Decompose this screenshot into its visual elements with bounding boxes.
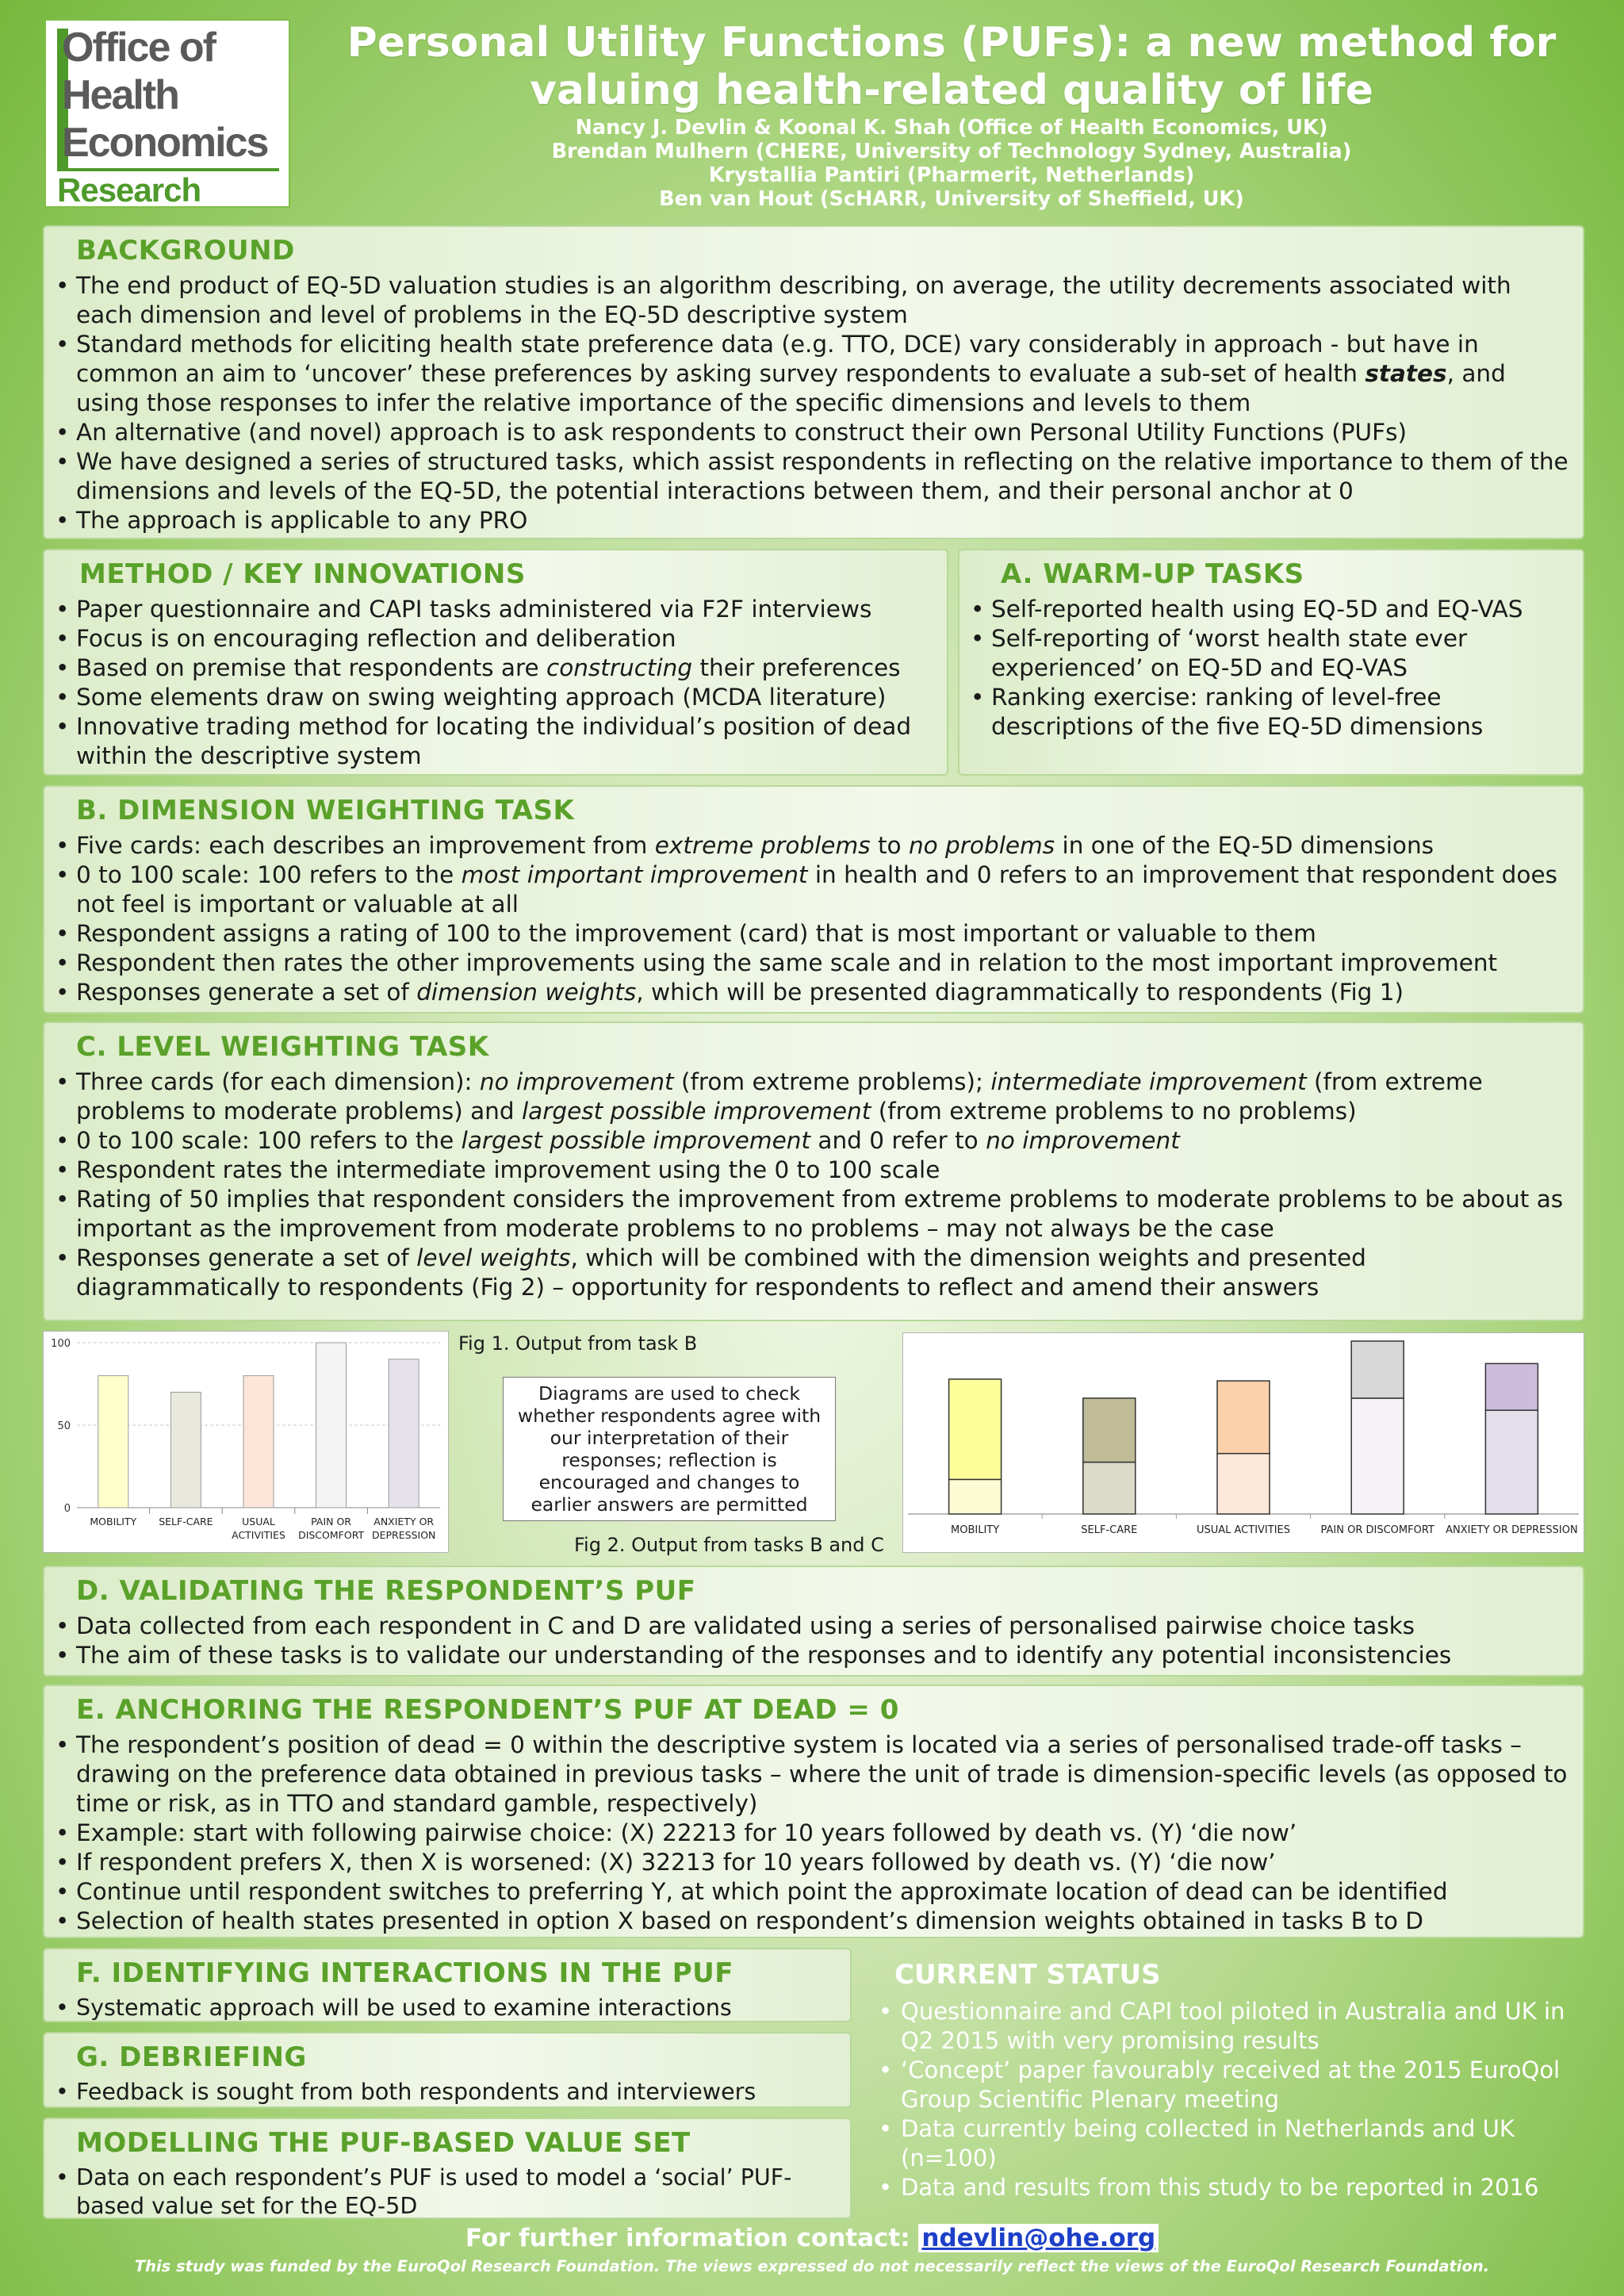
debriefing-heading: G. DEBRIEFING bbox=[76, 2041, 307, 2073]
background-heading: BACKGROUND bbox=[76, 235, 295, 266]
bullet: • Rating of 50 implies that respondent considers the improvement from extreme problems to moderate problems to be about as important as the improvement from moderate problems to no problems – may not always be the case bbox=[52, 1185, 1568, 1244]
bullet: • If respondent prefers X, then X is worsened: (X) 32213 for 10 years followed by death vs. (Y) ‘die now’ bbox=[52, 1848, 1568, 1877]
bar bbox=[243, 1376, 274, 1508]
x-tick-label: ANXIETY OR DEPRESSION bbox=[1446, 1524, 1578, 1536]
bullet: • 0 to 100 scale: 100 refers to the most important improvement in health and 0 refers to an improvement that respondent does not feel is important or valuable at all bbox=[52, 861, 1568, 919]
warmup-section bbox=[958, 549, 1584, 776]
current-status-section bbox=[872, 1959, 1602, 2202]
interactions-heading: F. IDENTIFYING INTERACTIONS IN THE PUF bbox=[76, 1957, 733, 1989]
background-section bbox=[43, 225, 1584, 539]
method-section bbox=[43, 549, 948, 776]
fig1-chart bbox=[43, 1331, 449, 1553]
bullet: • The respondent’s position of dead = 0 within the descriptive system is located via a series of personalised trade-off tasks – drawing on the preference data obtained in previous tasks – where the unit of trade is dimension-specific levels (as opposed to time or risk, as in TTO and standard gamble, respectively) bbox=[52, 1731, 1568, 1819]
bullet: • Focus is on encouraging reflection and deliberation bbox=[52, 624, 933, 654]
bullet: • 0 to 100 scale: 100 refers to the largest possible improvement and 0 refer to no improvement bbox=[52, 1126, 1568, 1156]
bullet: • The approach is applicable to any PRO bbox=[52, 506, 1568, 535]
logo-line-2: Health bbox=[62, 72, 178, 118]
x-tick-label: USUAL ACTIVITIES bbox=[1196, 1524, 1291, 1536]
status-heading: CURRENT STATUS bbox=[894, 1959, 1161, 1991]
fig1-caption: Fig 1. Output from task B bbox=[458, 1332, 698, 1355]
fig2-chart bbox=[902, 1332, 1584, 1553]
bar-segment bbox=[949, 1479, 1002, 1514]
bar-segment bbox=[949, 1379, 1002, 1479]
interactions-section bbox=[43, 1948, 852, 2022]
x-tick-label: PAIN OR bbox=[311, 1516, 352, 1527]
logo-research: Research bbox=[57, 171, 201, 209]
modelling-section bbox=[43, 2118, 852, 2219]
bar-segment bbox=[1485, 1363, 1538, 1410]
validating-section bbox=[43, 1566, 1584, 1677]
bar-segment bbox=[1217, 1381, 1270, 1454]
y-tick-label: 100 bbox=[51, 1338, 71, 1350]
x-tick-label: MOBILITY bbox=[951, 1524, 1000, 1536]
bullet: • Paper questionnaire and CAPI tasks administered via F2F interviews bbox=[52, 595, 933, 624]
contact-line bbox=[0, 2224, 1624, 2252]
x-tick-label: ACTIVITIES bbox=[232, 1529, 285, 1541]
level-weighting-section bbox=[43, 1022, 1584, 1321]
dimension-heading: B. DIMENSION WEIGHTING TASK bbox=[76, 795, 575, 826]
bullet: • Some elements draw on swing weighting approach (MCDA literature) bbox=[52, 683, 933, 712]
dimension-weighting-section bbox=[43, 785, 1584, 1014]
method-heading: METHOD / KEY INNOVATIONS bbox=[79, 558, 526, 590]
modelling-heading: MODELLING THE PUF-BASED VALUE SET bbox=[76, 2127, 691, 2159]
bullet: • Responses generate a set of level weights, which will be combined with the dimension weights and presented diagrammatically to respondents (Fig 2) – opportunity for respondents to reflect and amend their answers bbox=[52, 1244, 1568, 1302]
bullet: • Innovative trading method for locating the individual’s position of dead within the descriptive system bbox=[52, 712, 933, 771]
contact-label: For further information contact: bbox=[465, 2224, 919, 2252]
bullet: • Self-reporting of ‘worst health state ever experienced’ on EQ-5D and EQ-VAS bbox=[967, 624, 1568, 683]
fig1-svg bbox=[44, 1332, 448, 1552]
logo-line-3: Economics bbox=[62, 120, 268, 166]
bullet: • We have designed a series of structured tasks, which assist respondents in reflecting on the relative importance to them of the dimensions and levels of the EQ-5D, the potential interactions between them, and their personal anchor at 0 bbox=[52, 447, 1568, 506]
fig2-svg bbox=[903, 1333, 1584, 1552]
bullet: • Systematic approach will be used to examine interactions bbox=[52, 1994, 836, 2022]
ohe-logo bbox=[44, 19, 290, 208]
bullet: • Respondent assigns a rating of 100 to the improvement (card) that is most important or valuable to them bbox=[52, 919, 1568, 949]
author-line: Krystallia Pantiri (Pharmerit, Netherlands) bbox=[708, 163, 1195, 187]
bar-segment bbox=[1351, 1398, 1404, 1514]
bar bbox=[170, 1392, 201, 1508]
anchoring-section bbox=[43, 1685, 1584, 1938]
bullet: • Standard methods for eliciting health state preference data (e.g. TTO, DCE) vary considerably in approach - but have in common an aim to ‘uncover’ these preferences by asking survey respondents to evaluate a sub-set of health states, and using those responses to infer the relative importance of the specific dimensions and levels to them bbox=[52, 330, 1568, 418]
x-tick-label: SELF-CARE bbox=[1081, 1524, 1138, 1536]
bar-segment bbox=[1485, 1410, 1538, 1514]
x-tick-label: USUAL bbox=[242, 1516, 275, 1527]
x-tick-label: PAIN OR DISCOMFORT bbox=[1320, 1524, 1434, 1536]
author-line: Brendan Mulhern (CHERE, University of Technology Sydney, Australia) bbox=[551, 140, 1352, 163]
bullet: • An alternative (and novel) approach is to ask respondents to construct their own Personal Utility Functions (PUFs) bbox=[52, 418, 1568, 447]
bullet: • Ranking exercise: ranking of level-free descriptions of the five EQ-5D dimensions bbox=[967, 683, 1568, 742]
bar-segment bbox=[1083, 1462, 1136, 1514]
poster-header bbox=[301, 19, 1602, 211]
bullet: • Based on premise that respondents are constructing their preferences bbox=[52, 654, 933, 683]
bullet: • Feedback is sought from both respondents and interviewers bbox=[52, 2078, 836, 2106]
debriefing-section bbox=[43, 2032, 852, 2108]
warmup-heading: A. WARM-UP TASKS bbox=[1001, 558, 1304, 590]
bullet: • ‘Concept’ paper favourably received at the 2015 EuroQol Group Scientific Plenary meeting bbox=[872, 2056, 1602, 2114]
bullet: • Data on each respondent’s PUF is used to model a ‘social’ PUF-based value set for the EQ-5D bbox=[52, 2164, 836, 2221]
bullet: • Three cards (for each dimension): no improvement (from extreme problems); intermediate improvement (from extreme problems to moderate problems) and largest possible improvement (from extreme problems to no problems) bbox=[52, 1068, 1568, 1126]
y-tick-label: 50 bbox=[57, 1420, 71, 1432]
fig2-caption: Fig 2. Output from tasks B and C bbox=[574, 1534, 884, 1556]
bullet: • The aim of these tasks is to validate our understanding of the responses and to identify any potential inconsistencies bbox=[52, 1641, 1568, 1670]
x-tick-label: MOBILITY bbox=[90, 1516, 137, 1527]
bullet: • Data and results from this study to be reported in 2016 bbox=[872, 2173, 1602, 2202]
bar bbox=[98, 1376, 128, 1508]
bar-segment bbox=[1083, 1398, 1136, 1462]
bullet: • Responses generate a set of dimension weights, which will be presented diagrammatically to respondents (Fig 1) bbox=[52, 978, 1568, 1007]
bullet: • Example: start with following pairwise choice: (X) 22213 for 10 years followed by death vs. (Y) ‘die now’ bbox=[52, 1819, 1568, 1848]
bullet: • Data collected from each respondent in C and D are validated using a series of personalised pairwise choice tasks bbox=[52, 1612, 1568, 1641]
bullet: • Selection of health states presented in option X based on respondent’s dimension weights obtained in tasks B to D bbox=[52, 1907, 1568, 1936]
bullet: • Respondent rates the intermediate improvement using the 0 to 100 scale bbox=[52, 1156, 1568, 1185]
level-heading: C. LEVEL WEIGHTING TASK bbox=[76, 1031, 489, 1063]
bullet: • Self-reported health using EQ-5D and EQ-VAS bbox=[967, 595, 1568, 624]
bullet: • Respondent then rates the other improvements using the same scale and in relation to the most important improvement bbox=[52, 949, 1568, 978]
bullet: • Continue until respondent switches to preferring Y, at which point the approximate location of dead can be identified bbox=[52, 1877, 1568, 1907]
logo-line-1: Office of bbox=[62, 25, 215, 71]
bullet: • Five cards: each describes an improvement from extreme problems to no problems in one of the EQ-5D dimensions bbox=[52, 831, 1568, 861]
bar-segment bbox=[1217, 1454, 1270, 1514]
poster-title-line-2: valuing health-related quality of life bbox=[530, 67, 1373, 114]
bullet: • The end product of EQ-5D valuation studies is an algorithm describing, on average, the utility decrements associated with each dimension and level of problems in the EQ-5D descriptive system bbox=[52, 271, 1568, 330]
x-tick-label: DISCOMFORT bbox=[298, 1529, 365, 1541]
x-tick-label: DEPRESSION bbox=[372, 1529, 436, 1541]
bullet: • Questionnaire and CAPI tool piloted in Australia and UK in Q2 2015 with very promising results bbox=[872, 1997, 1602, 2056]
bar-segment bbox=[1351, 1341, 1404, 1398]
contact-email-link[interactable]: ndevlin@ohe.org bbox=[918, 2224, 1159, 2252]
poster-title-line-1: Personal Utility Functions (PUFs): a new method for bbox=[347, 19, 1557, 67]
y-tick-label: 0 bbox=[63, 1503, 71, 1515]
funding-disclaimer: This study was funded by the EuroQol Research Foundation. The views expressed do not necessarily reflect the views of the EuroQol Research Foundation. bbox=[134, 2257, 1490, 2275]
x-tick-label: ANXIETY OR bbox=[373, 1516, 435, 1527]
bullet: • Data currently being collected in Netherlands and UK (n=100) bbox=[872, 2114, 1602, 2173]
validating-heading: D. VALIDATING THE RESPONDENT’S PUF bbox=[76, 1575, 696, 1607]
anchoring-heading: E. ANCHORING THE RESPONDENT’S PUF AT DEAD = 0 bbox=[76, 1694, 899, 1726]
bar bbox=[389, 1359, 419, 1508]
author-line: Ben van Hout (ScHARR, University of Sheffield, UK) bbox=[659, 187, 1244, 211]
bar bbox=[316, 1343, 347, 1508]
x-tick-label: SELF-CARE bbox=[159, 1516, 213, 1527]
figure-note: Diagrams are used to check whether respondents agree with our interpretation of their responses; reflection is encouraged and changes to earlier answers are permitted bbox=[503, 1377, 836, 1521]
author-line: Nancy J. Devlin & Koonal K. Shah (Office of Health Economics, UK) bbox=[575, 116, 1328, 140]
